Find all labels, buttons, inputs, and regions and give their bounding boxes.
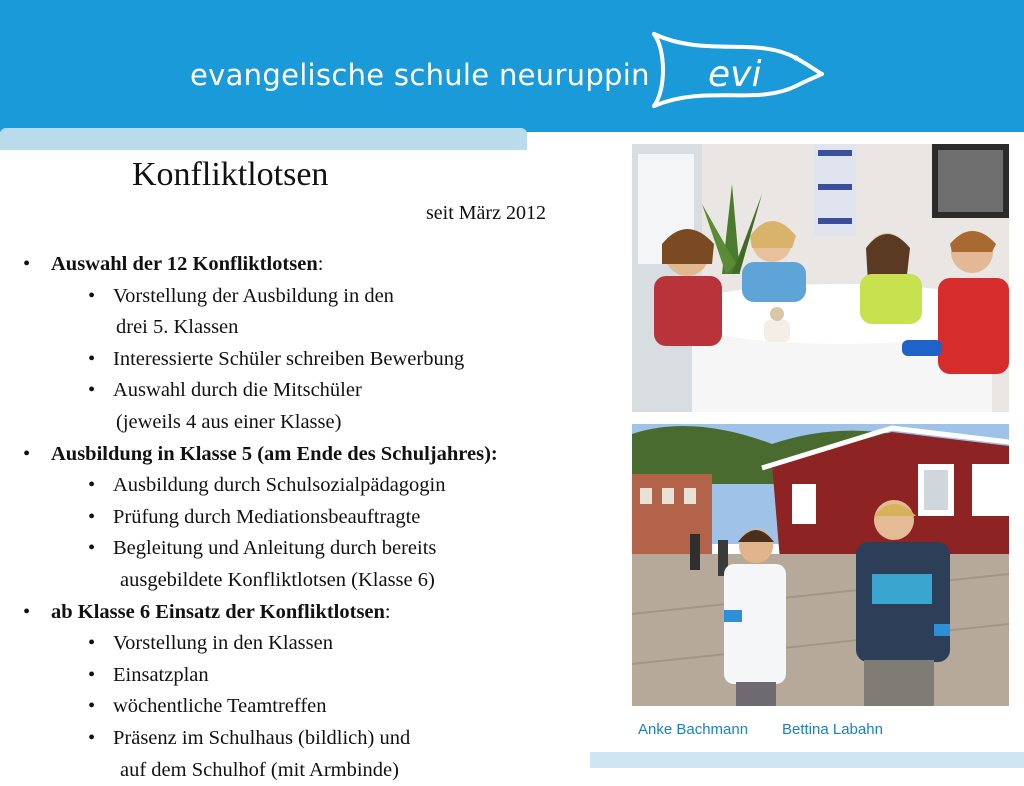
bullet-icon: • (88, 628, 95, 660)
title-tab-strip (0, 128, 527, 150)
photo-students-at-table (632, 144, 1009, 412)
photo-credit: Anke Bachmann (638, 721, 748, 738)
footer-bar (590, 752, 1024, 768)
list-item-continuation: drei 5. Klassen (0, 312, 625, 344)
bullet-list (0, 249, 625, 786)
list-item: • Auswahl durch die Mitschüler (0, 375, 625, 407)
bullet-icon: • (23, 439, 30, 471)
list-item: • Begleitung und Anleitung durch bereits (0, 533, 625, 565)
list-item-continuation: (jeweils 4 aus einer Klasse) (0, 407, 625, 439)
bullet-icon: • (88, 660, 95, 692)
fish-logo (646, 28, 826, 112)
list-item-continuation: auf dem Schulhof (mit Armbinde) (0, 755, 625, 786)
bullet-icon: • (88, 470, 95, 502)
list-item: • Einsatzplan (0, 660, 625, 692)
list-item: • Präsenz im Schulhaus (bildlich) und (0, 723, 625, 755)
photo-credit: Bettina Labahn (782, 721, 883, 738)
page-title: Konfliktlotsen (132, 156, 328, 194)
bullet-icon: • (88, 375, 95, 407)
logo-text: evi (708, 54, 761, 95)
section-heading: • ab Klasse 6 Einsatz der Konfliktlotsen: (0, 597, 625, 629)
list-item: • Interessierte Schüler schreiben Bewerbung (0, 344, 625, 376)
bullet-icon: • (88, 281, 95, 313)
bullet-icon: • (88, 533, 95, 565)
photo-students-outdoors (632, 424, 1009, 706)
list-item-continuation: ausgebildete Konfliktlotsen (Klasse 6) (0, 565, 625, 597)
list-item: • Vorstellung der Ausbildung in den (0, 281, 625, 313)
school-name: evangelische schule neuruppin (190, 58, 650, 92)
bullet-icon: • (23, 249, 30, 281)
list-item: • Ausbildung durch Schulsozialpädagogin (0, 470, 625, 502)
bullet-icon: • (88, 344, 95, 376)
page-subtitle: seit März 2012 (426, 202, 546, 225)
bullet-icon: • (88, 723, 95, 755)
section-heading: • Auswahl der 12 Konfliktlotsen: (0, 249, 625, 281)
list-item: • Prüfung durch Mediationsbeauftragte (0, 502, 625, 534)
bullet-icon: • (23, 597, 30, 629)
list-item: • Vorstellung in den Klassen (0, 628, 625, 660)
bullet-icon: • (88, 691, 95, 723)
list-item: • wöchentliche Teamtreffen (0, 691, 625, 723)
bullet-icon: • (88, 502, 95, 534)
section-heading: • Ausbildung in Klasse 5 (am Ende des Schuljahres): (0, 439, 625, 471)
